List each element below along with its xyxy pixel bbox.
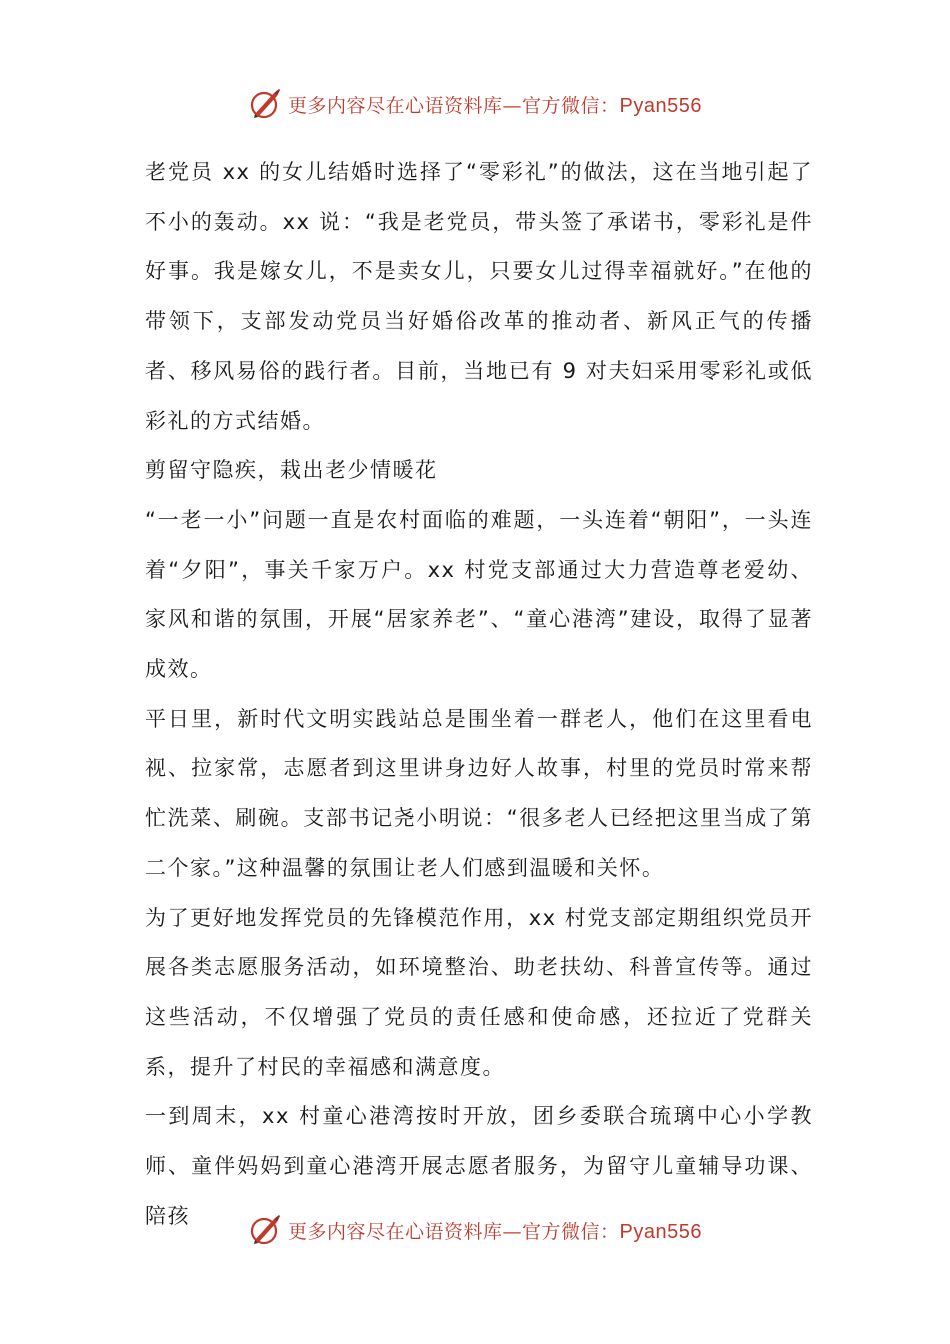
watermark-wechat-id: Pyan556 <box>619 1220 702 1243</box>
paragraph-old-and-young: “一老一小”问题一直是农村面临的难题，一头连着“朝阳”，一头连着“夕阳”，事关千家万户。xx 村党支部通过大力营造尊老爱幼、家风和谐的氛围，开展“居家养老”、“童心港湾”建设，取得了显著成效。 <box>145 507 813 682</box>
paragraph-weekend-harbor: 一到周末，xx 村童心港湾按时开放，团乡委联合琉璃中心小学教师、童伴妈妈到童心港湾开展志愿者服务，为留守儿童辅导功课、陪孩 <box>145 1104 813 1228</box>
section-heading: 剪留守隐疾，栽出老少情暖花 <box>145 458 438 483</box>
paragraph-civilization-station: 平日里，新时代文明实践站总是围坐着一群老人，他们在这里看电视、拉家常，志愿者到这里讲身边好人故事，村里的党员时常来帮忙洗菜、刷碗。支部书记尧小明说：“很多老人已经把这里当成了第二个家。”这种温馨的氛围让老人们感到温暖和关怀。 <box>145 706 813 880</box>
pen-logo-icon <box>248 1213 282 1247</box>
watermark-wechat-id: Pyan556 <box>619 94 702 117</box>
paragraph-volunteer-service: 为了更好地发挥党员的先锋模范作用，xx 村党支部定期组织党员开展各类志愿服务活动，如环境整治、助老扶幼、科普宣传等。通过这些活动，不仅增强了党员的责任感和使命感，还拉近了党群关系，提升了村民的幸福感和满意度。 <box>145 905 813 1079</box>
document-body <box>145 148 813 1241</box>
watermark-site-text: 更多内容尽在心语资料库—官方微信： <box>288 1220 620 1243</box>
paragraph-zero-bride-price: 老党员 xx 的女儿结婚时选择了“零彩礼”的做法，这在当地引起了不小的轰动。xx 说：“我是老党员，带头签了承诺书，零彩礼是件好事。我是嫁女儿，不是卖女儿，只要女儿过得幸福就好。”在他的带领下，支部发动党员当好婚俗改革的推动者、新风正气的传播者、移风易俗的践行者。目前，当地已有 9 对夫妇采用零彩礼或低彩礼的方式结婚。 <box>145 160 813 433</box>
pen-logo-icon <box>248 87 282 121</box>
header-watermark <box>0 84 950 124</box>
footer-watermark <box>0 1210 950 1250</box>
watermark-site-text: 更多内容尽在心语资料库—官方微信： <box>288 94 620 117</box>
